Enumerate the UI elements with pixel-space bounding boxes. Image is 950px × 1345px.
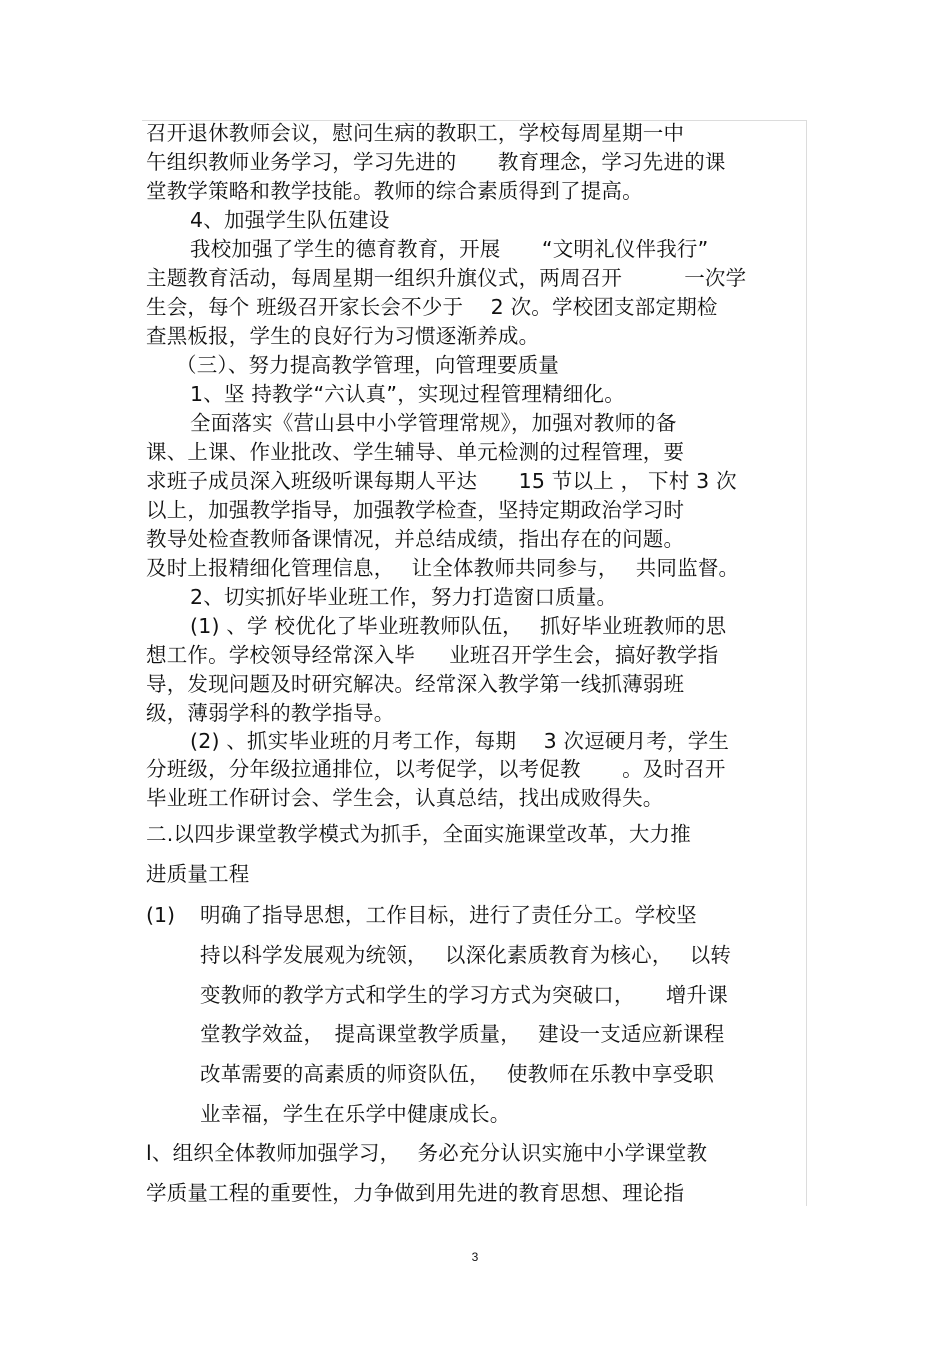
text-line: 以上，加强教学指导，加强教学检查，坚持定期政治学习时 [146, 498, 685, 522]
text-line: 生会，每个 班级召开家长会不少于 2 次。学校团支部定期检 [146, 295, 718, 319]
text-line: (2) 、抓实毕业班的月考工作，每期 3 次逗硬月考，学生 [190, 729, 730, 753]
page-number: 3 [471, 1250, 479, 1264]
section-heading: 进质量工程 [146, 862, 250, 886]
list-item: 业幸福，学生在乐学中健康成长。 [200, 1102, 511, 1126]
text-line: 教导处检查教师备课情况，并总结成绩，指出存在的问题。 [146, 527, 685, 551]
text-line: 及时上报精细化管理信息， 让全体教师共同参与， 共同监督。 [146, 556, 740, 580]
text-line: 分班级，分年级拉通排位，以考促学，以考促教 。及时召开 [146, 757, 726, 781]
text-line: 召开退休教师会议，慰问生病的教职工，学校每周星期一中 [146, 121, 685, 145]
list-item: 明确了指导思想，工作目标，进行了责任分工。学校坚 [200, 903, 697, 927]
list-item: 持以科学发展观为统领， 以深化素质教育为核心， 以转 [200, 943, 732, 967]
list-item: 堂教学效益， 提高课堂教学质量， 建设一支适应新课程 [200, 1022, 725, 1046]
text-line: 主题教育活动，每周星期一组织升旗仪式，两周召开 一次学 [146, 266, 747, 290]
list-item: 变教师的教学方式和学生的学习方式为突破口， 增升课 [200, 983, 728, 1007]
text-line: 想工作。学校领导经常深入毕 业班召开学生会，搞好教学指 [146, 643, 719, 667]
text-line: 导，发现问题及时研究解决。经常深入教学第一线抓薄弱班 [146, 672, 685, 696]
text-line: 堂教学策略和教学技能。教师的综合素质得到了提高。 [146, 179, 643, 203]
text-line: (1) 、学 校优化了毕业班教师队伍， 抓好毕业班教师的思 [190, 614, 727, 638]
text-line: 求班子成员深入班级听课每期人平达 15 节以上 ， 下村 3 次 [146, 469, 737, 493]
text-line: 我校加强了学生的德育教育，开展 “文明礼仪伴我行” [190, 237, 709, 261]
text-line: 午组织教师业务学习，学习先进的 教育理念，学习先进的课 [146, 150, 726, 174]
text-line: 课、上课、作业批改、学生辅导、单元检测的过程管理，要 [146, 440, 685, 464]
section-heading: 1、坚 持教学“六认真”，实现过程管理精细化。 [190, 382, 625, 406]
text-line: 全面落实《营山县中小学管理常规》，加强对教师的备 [190, 411, 677, 435]
text-line: 毕业班工作研讨会、学生会，认真总结，找出成败得失。 [146, 786, 664, 810]
text-line: 级，薄弱学科的教学指导。 [146, 701, 395, 725]
list-number: (1) [146, 903, 176, 927]
section-heading: 4、加强学生队伍建设 [190, 208, 390, 232]
text-line: l、组织全体教师加强学习， 务必充分认识实施中小学课堂教 [146, 1141, 708, 1165]
text-line: 学质量工程的重要性，力争做到用先进的教育思想、理论指 [146, 1181, 685, 1205]
text-line: 查黑板报，学生的良好行为习惯逐渐养成。 [146, 324, 540, 348]
list-item: 改革需要的高素质的师资队伍， 使教师在乐教中享受职 [200, 1062, 714, 1086]
section-heading: 二.以四步课堂教学模式为抓手，全面实施课堂改革，大力推 [146, 822, 691, 846]
section-heading: （三）、努力提高教学管理，向管理要质量 [176, 353, 560, 377]
section-heading: 2、切实抓好毕业班工作，努力打造窗口质量。 [190, 585, 618, 609]
